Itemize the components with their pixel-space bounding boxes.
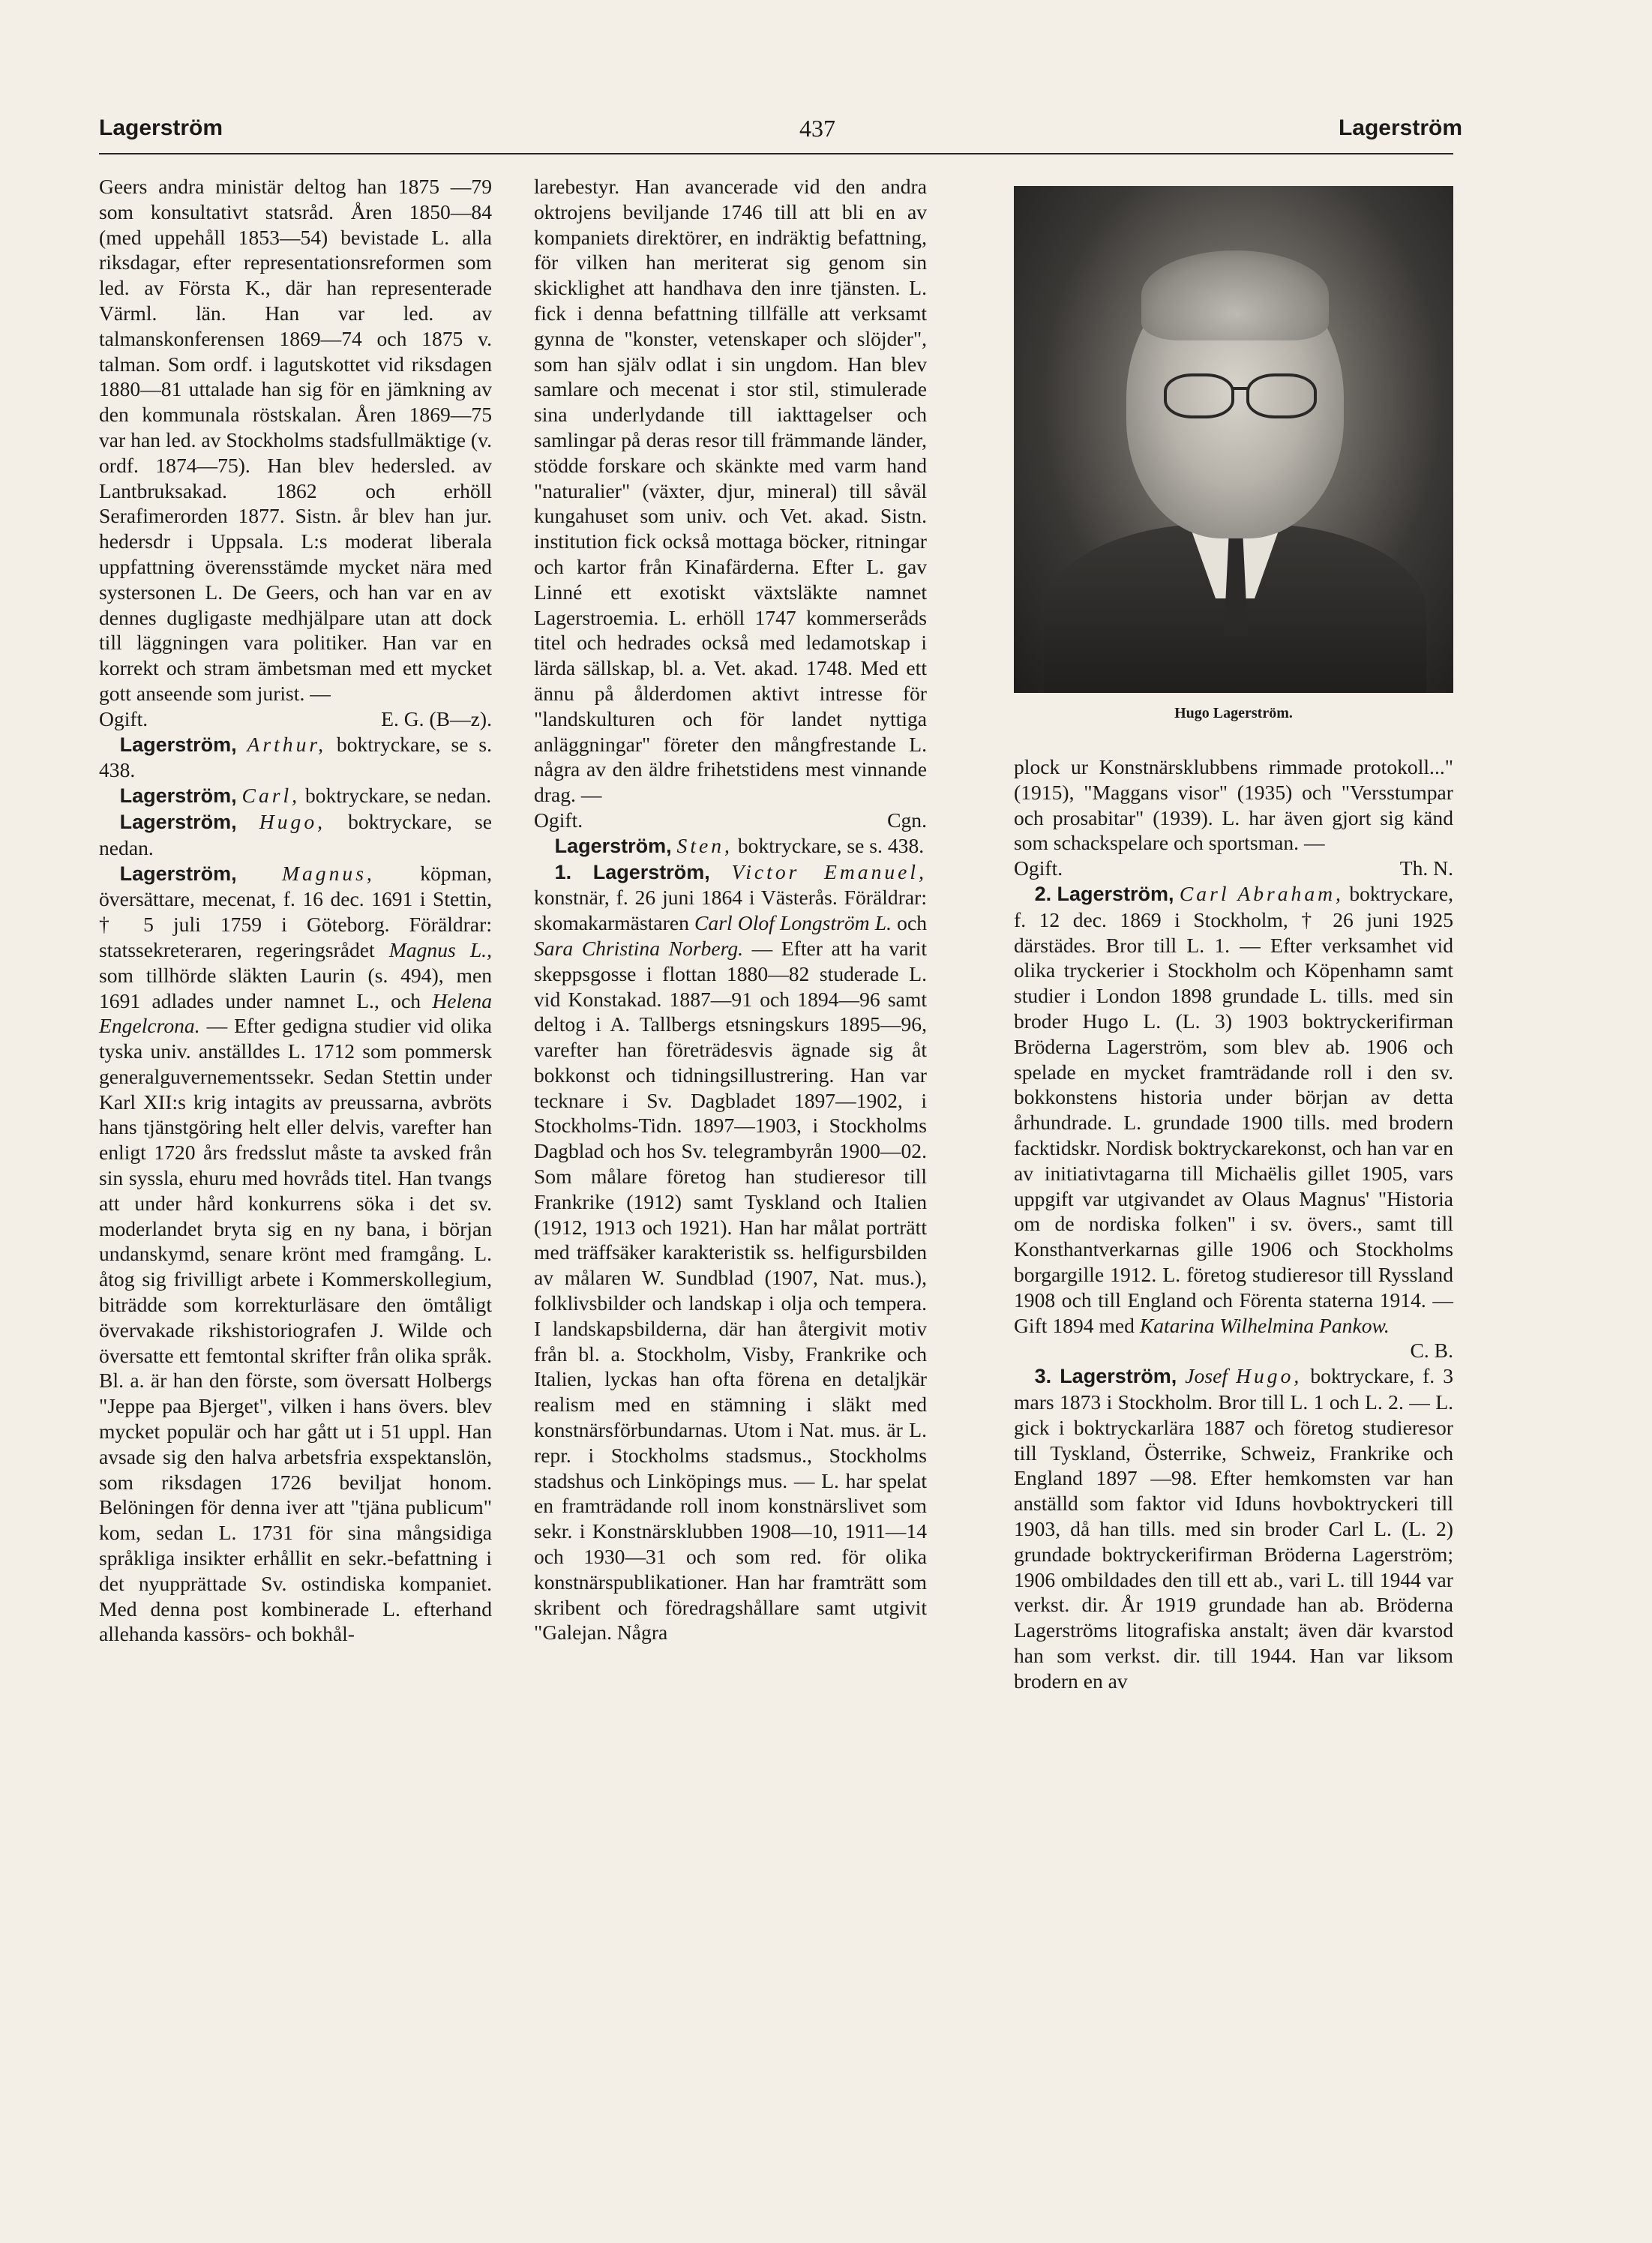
entry-heading: Lagerström, [1057,882,1174,905]
italic-name: Helena Engelcrona. [99,988,492,1038]
author-signature: Th. N. [1399,856,1453,880]
entry-text: boktryckare, f. 12 dec. 1869 i Stockholm, † 26 juni 1925 därstädes. Bror till L. 1. — Efter verksamhet vid olika tryckerier i Stockholm och Köpenhamn samt studier i London 1898 grundade L. tills. med sin broder Hugo L. (L. 3) 1903 boktryckerifirman Bröderna Lagerström, som blev ab. 1906 och spelade en mycket framträdande roll i den sv. bokkonstens historia under början av detta århundrade. L. grundade 1900 tills. med brodern facktidskr. Nordisk boktryckarekonst, och han var en av initiativtagarna till Michaëlis gillet 1905, vars uppgift var utgivandet av Olaus Magnus' "Historia om de nordiska folken" i sv. övers., samt till Konsthantverkarnas gille 1906 och Stockholms borgargille 1912. L. företog studieresor till Ryssland 1908 och till England och Förenta staterna 1914. — Gift 1894 med [1014,881,1453,1337]
author-signature: E. G. (B—z). [381,706,492,730]
entry-heading: Lagerström, [119,810,237,833]
italic-name: Carl Olof Longström L. [694,911,892,935]
entry-text: boktryckare, se nedan. [99,809,492,859]
entry-heading: Lagerström, [554,834,672,857]
entry-heading: Lagerström, [1060,1365,1177,1388]
portrait-photo [1014,186,1453,693]
text-column-2 [534,174,927,1645]
entry-heading: Lagerström, [119,733,237,756]
photo-glasses-bridge [1231,387,1248,390]
entry-name: Arthur, [247,732,326,756]
paragraph-magnus-cont [534,174,927,808]
entry-text: boktryckare, f. 3 mars 1873 i Stockholm. Bror till L. 1 och L. 2. — L. gick i boktryckarlära 1887 och företog studieresor till Tyskland, Österrike, Schweiz, Frankrike och England 1897 —98. Efter hemkomsten var han anställd som faktor vid Iduns hovboktryckeri till 1903, då han tills. med sin broder Carl L. (L. 2) grundade boktryckerifirman Bröderna Lagerström; 1906 ombildades den till ett ab., vari L. till 1944 var verkst. dir. År 1919 grundade han ab. Bröderna Lagerströms litografiska anstalt; även där kvarstod han som verkst. dir. till 1944. Han var liksom brodern en av [1014,1364,1454,1693]
entry-josef-hugo [1014,1363,1453,1693]
italic-name: Magnus L., [388,937,492,961]
entry-name: Carl Abraham, [1179,881,1344,905]
signature-line [99,706,492,732]
marital-status: Ogift. [99,706,148,730]
entry-text: boktryckare, se nedan. [304,784,492,808]
entry-hugo-ref [99,809,492,861]
entry-number: 2. [1034,882,1052,905]
signature-line [1014,1338,1453,1363]
entry-text: som tillhörde släkten Laurin (s. 494), men 1691 adlades under namnet L., och [99,963,492,1012]
marital-status: Ogift. [534,808,583,832]
entry-heading: Lagerström, [119,784,237,808]
marital-status: Ogift. [1014,856,1063,880]
entry-name: Hugo, [1236,1364,1303,1388]
author-signature: Cgn. [887,808,927,832]
entry-number: 3. [1034,1365,1052,1388]
photo-glasses-left [1164,373,1234,418]
entry-first-name: Josef [1185,1364,1228,1388]
entry-carl-abraham [1014,881,1453,1338]
entry-arthur [99,732,492,784]
entry-victor [534,859,927,1646]
entry-name: Sten, [676,833,733,857]
italic-name: Sara Christina Norberg. [534,936,744,960]
photo-caption: Hugo Lagerström. [1174,705,1293,721]
entry-text: köpman, översättare, mecenat, f. 16 dec. 1691 i Stettin, † 5 juli 1759 i Göteborg. Föräldrar: statssekreteraren, regeringsrådet [99,861,492,961]
entry-heading: Lagerström, [592,860,710,883]
entry-name: Magnus, [282,861,375,885]
running-head-right: Lagerström [1338,115,1462,140]
text: larebestyr. Han avancerade vid den andra oktrojens beviljande 1746 till att bli en av kompaniets direktörer, en indräktig befattning, för vilken han meriterat sig genom sin skicklighet att handhava den inre tjänsten. L. fick i denna befattning tillfälle att verksamt gynna de "konster, vetenskaper och slöjder", som han själv odlat i sin ungdom. Han blev samlare och mecenat i stor stil, stimulerade sina underlydande till iakttagelser och samlingar på deras resor till främmande länder, stödde forskare och skänkte med varm hand "naturalier" (växter, djur, mineral) till såväl kungahuset som univ. och Vet. akad. Sistn. institution fick också mottaga böcker, ritningar och kartor från Kinafärderna. Efter L. gav Linné ett exotiskt växtsläkte namnet Lagerstroemia. L. erhöll 1747 kommerseråds titel och hedrades också med ledamotskap i lärda sällskap, bl. a. Vet. akad. 1748. Med ett ännu på ålderdomen aktivt intresse för "landskulturen och för landet nyttiga anläggningar" företer den mångfrestande L. några av den äldre frihetstidens mest vinnande drag. — [534,175,927,807]
entry-text: och [897,911,927,935]
photo-hair [1141,250,1329,340]
text: plock ur Konstnärsklubbens rimmade protokoll..." (1915), "Maggans visor" (1935) och "Versstumpar och prosabitar" (1939). L. har även gjort sig känd som schackspelare och sportsman. — [1014,755,1453,855]
signature-line [534,808,927,833]
entry-text: boktryckare, se s. 438. [737,833,925,857]
photo-glasses-right [1246,373,1317,418]
entry-text: — Efter gedigna studier vid olika tyska univ. anställdes L. 1712 som pommersk generalguvernementssekr. Sedan Stettin under Karl XII:s krig intagits av preussarna, avbröts hans tjänstgöring helt eller delvis, varefter han enligt 1720 års fredsslut måste ta avsked från sin syssla, ehuru med hovråds titel. Han tvangs att under hård konkurrens söka i det sv. moderlandet bryta sig en ny bana, i början undanskymd, senare krönt med framgång. L. åtog sig frivilligt arbete i Kommerskollegium, biträdde som korrekturläsare den ömtåligt övervakade rikshistoriografen J. Wilde och översatte ett femtontal skrifter från olika språk. Bl. a. är han den förste, som översatt Holbergs "Jeppe paa Bjerget", vilken i hans övers. blev mycket populär och har gått ut i 51 uppl. Han avsade sig den halva arbetsfria exspektanslön, som riksdagen 1726 beviljat honom. Belöningen för denna iver att "tjäna publicum" kom, sedan L. 1731 för sina mångsidiga språkliga insikter erhållit en sekr.-befattning i det nyupprättade Sv. ostindiska kompaniet. Med denna post kombinerade L. efterhand allehanda kassörs- och bokhål- [99,1014,492,1646]
running-head-left: Lagerström [99,115,223,140]
entry-name: Victor Emanuel, [731,859,927,883]
entry-carl-ref [99,783,492,809]
entry-text: — Efter att ha varit skeppsgosse i flottan 1880—82 studerade L. vid Konstakad. 1887—91 och 1894—96 samt deltog i A. Tallbergs etsningskurs 1895—96, varefter han företrädesvis ägnade sig åt bokkonst och tidningsillustrering. Han var tecknare i Sv. Dagbladet 1897—1902, i Stockholms-Tidn. 1897—1903, i Stockholms Dagblad och hos Sv. telegrambyrån 1900—02. Som målare företog han studieresor till Frankrike (1912) samt Tyskland och Italien (1912, 1913 och 1921). Han har målat porträtt med träffsäker karakteristik ss. helfigursbilden av målaren W. Sundblad (1907, Nat. mus.), folklivsbilder och landskap i olja och tempera. I landskapsbilderna, där han återgivit motiv från bl. a. Stockholm, Visby, Frankrike och Italien, lyckas han ofta förena en detaljkär realism med en stämning i släkt med konstnärsförbundarnas. Utom i Nat. mus. är L. repr. i Stockholms stadsmus., Stockholms stadshus och Linköpings mus. — L. har spelat en framträdande roll inom konstnärslivet som sekr. i Konstnärsklubben 1908—10, 1911—14 och 1930—31 och som red. för olika konstnärspublikationer. Han har framträtt som skribent och föredragshållare samt utgivit "Galejan. Några [534,936,927,1645]
text-column-1 [99,174,492,1647]
entry-heading: Lagerström, [119,862,237,885]
entry-text: konstnär, f. 26 juni 1864 i Västerås. Föräldrar: skomakarmästaren [534,886,927,935]
entry-number: 1. [554,860,572,883]
text-column-3 [1014,754,1453,1693]
signature-line [1014,856,1453,881]
entry-name: Hugo, [259,809,326,833]
header-rule [99,153,1453,154]
author-signature: C. B. [1410,1339,1453,1363]
entry-name: Carl, [241,784,301,808]
paragraph-geers [99,174,492,706]
entry-magnus [99,861,492,1648]
paragraph-victor-cont [1014,754,1453,856]
entry-sten [534,833,927,859]
italic-name: Katarina Wilhelmina Pankow. [1139,1313,1390,1337]
entry-text: boktryckare, se s. 438. [99,732,492,782]
text: Geers andra ministär deltog han 1875 —79 som konsultativt statsråd. Åren 1850—84 (med uppehåll 1853—54) bevistade L. alla riksdagar, efter representationsreformen som led. av Första K., där han representerade Värml. län. Han var led. av talmanskonferensen 1869—74 och 1875 v. talman. Som ordf. i lagutskottet vid riksdagen 1880—81 uttalade han sig för en jämkning av den kommunala röstskalan. Åren 1869—75 var han led. av Stockholms stadsfullmäktige (v. ordf. 1874—75). Han blev hedersled. av Lantbruksakad. 1862 och erhöll Serafimerorden 1877. Sistn. år blev han jur. hedersdr i Uppsala. L:s moderat liberala uppfattning överensstämde mycket nära med systersonen L. De Geers, och han var en av dennes dugligaste medhjälpare utan att dock till läggningen vara politiker. Han var en korrekt och stram ämbetsman med ett mycket gott anseende som jurist. — [99,175,492,705]
page-number: 437 [799,115,835,142]
